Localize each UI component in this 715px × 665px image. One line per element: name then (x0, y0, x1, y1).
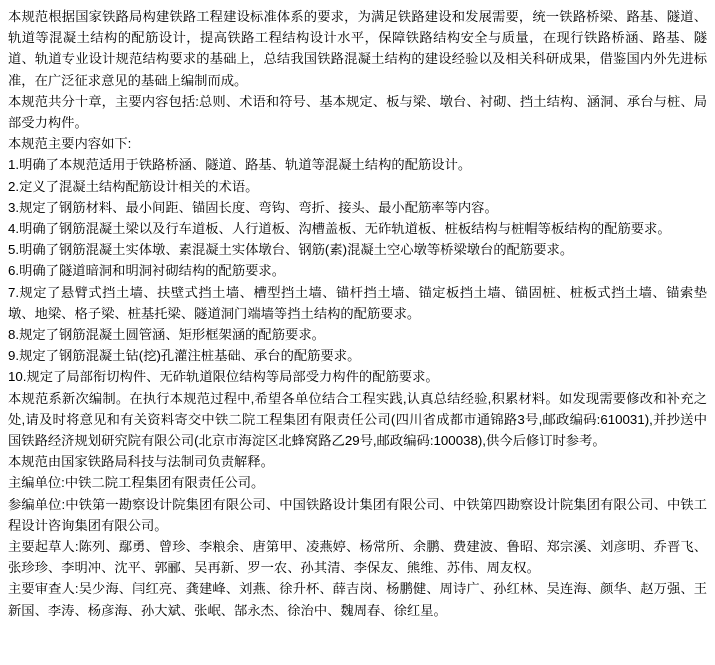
list-item: 9.规定了钢筋混凝土钻(挖)孔灌注桩基础、承台的配筋要求。 (8, 348, 361, 364)
closing-paragraph-2: 本规范由国家铁路局科技与法制司负责解释。 (8, 454, 274, 470)
credit-entry (8, 494, 707, 536)
list-item: 10.规定了局部衔切构件、无砟轨道限位结构等局部受力构件的配筋要求。 (8, 369, 439, 385)
credit-label: 主要起草人: (8, 539, 79, 555)
list-item: 5.明确了钢筋混凝土实体墩、素混凝土实体墩台、钢筋(素)混凝土空心墩等桥梁墩台的配筋要求。 (8, 242, 574, 258)
credit-value: 中铁二院工程集团有限责任公司。 (64, 475, 265, 491)
credit-label: 参编单位: (8, 496, 66, 512)
credit-entry (8, 578, 707, 620)
closing-paragraph-1: 本规范系新次编制。在执行本规范过程中,希望各单位结合工程实践,认真总结经验,积累材料。如发现需要修改和补充之处,请及时将意见和有关资料寄交中铁二院工程集团有限责任公司(四川省成都市通锦路3号,邮政编码:610031),并抄送中国铁路经济规划研究院有限公司(北京市海淀区北蜂窝路乙29号,邮政编码:100038),供今后修订时参考。 (8, 390, 707, 449)
credit-value: 陈列、鄢勇、曾珍、李粮余、唐第甲、凌燕婷、杨常所、余鹏、费建波、鲁昭、郑宗溪、刘彦明、乔晋飞、张珍珍、李明冲、沈平、郭郦、吴再新、罗一农、孙其清、李保友、熊维、苏伟、周友权。 (8, 539, 708, 576)
list-item: 4.明确了钢筋混凝土梁以及行车道板、人行道板、沟槽盖板、无砟轨道板、桩板结构与桩帽等板结构的配筋要求。 (8, 221, 671, 237)
credit-value: 中铁第一勘察设计院集团有限公司、中国铁路设计集团有限公司、中铁第四勘察设计院集团有限公司、中铁工程设计咨询集团有限公司。 (8, 496, 707, 533)
list-item: 3.规定了钢筋材料、最小间距、锚固长度、弯钩、弯折、接头、最小配筋率等内容。 (8, 199, 498, 215)
credit-value: 吴少海、闫红亮、龚建峰、刘燕、徐升杯、薛吉岗、杨鹏健、周诗广、孙红林、吴连海、颜华、赵万强、王新国、李涛、杨彦海、孙大斌、张岷、郜永杰、徐治中、魏周春、徐红星。 (8, 581, 708, 618)
credits-block (8, 472, 707, 620)
list-item: 2.定义了混凝土结构配筋设计相关的术语。 (8, 178, 259, 194)
credit-entry (8, 472, 707, 493)
list-item: 6.明确了隧道暗洞和明洞衬砌结构的配筋要求。 (8, 263, 286, 279)
credit-entry (8, 536, 707, 578)
credit-label: 主编单位: (8, 475, 65, 491)
intro-paragraph-1: 本规范根据国家铁路局构建铁路工程建设标准体系的要求，为满足铁路建设和发展需要，统一铁路桥梁、路基、隧道、轨道等混凝土结构的配筋设计，提高铁路工程结构设计水平，保障铁路结构安全与质量，在现行铁路桥涵、路基、隧道、轨道专业设计规范结构要求的基础上，总结我国铁路混凝土结构的建设经验以及相关科研成果，借鉴国内外先进标准，在广泛征求意见的基础上编制而成。 (8, 9, 707, 88)
intro-paragraph-3: 本规范主要内容如下: (8, 136, 132, 152)
list-item: 1.明确了本规范适用于铁路桥涵、隧道、路基、轨道等混凝土结构的配筋设计。 (8, 157, 472, 173)
intro-paragraph-2: 本规范共分十章，主要内容包括:总则、术语和符号、基本规定、板与梁、墩台、衬砌、挡土结构、涵洞、承台与桩、局部受力构件。 (8, 93, 707, 131)
credit-label: 主要审查人: (8, 581, 79, 597)
list-item: 7.规定了悬臂式挡土墙、扶壁式挡土墙、槽型挡土墙、锚杆挡土墙、锚定板挡土墙、锚固桩、桩板式挡土墙、锚索垫墩、地梁、格子梁、桩基托梁、隧道洞门端墙等挡土结构的配筋要求。 (8, 284, 707, 321)
list-item: 8.规定了钢筋混凝土圆管涵、矩形框架涵的配筋要求。 (8, 327, 325, 343)
numbered-list (8, 154, 707, 387)
